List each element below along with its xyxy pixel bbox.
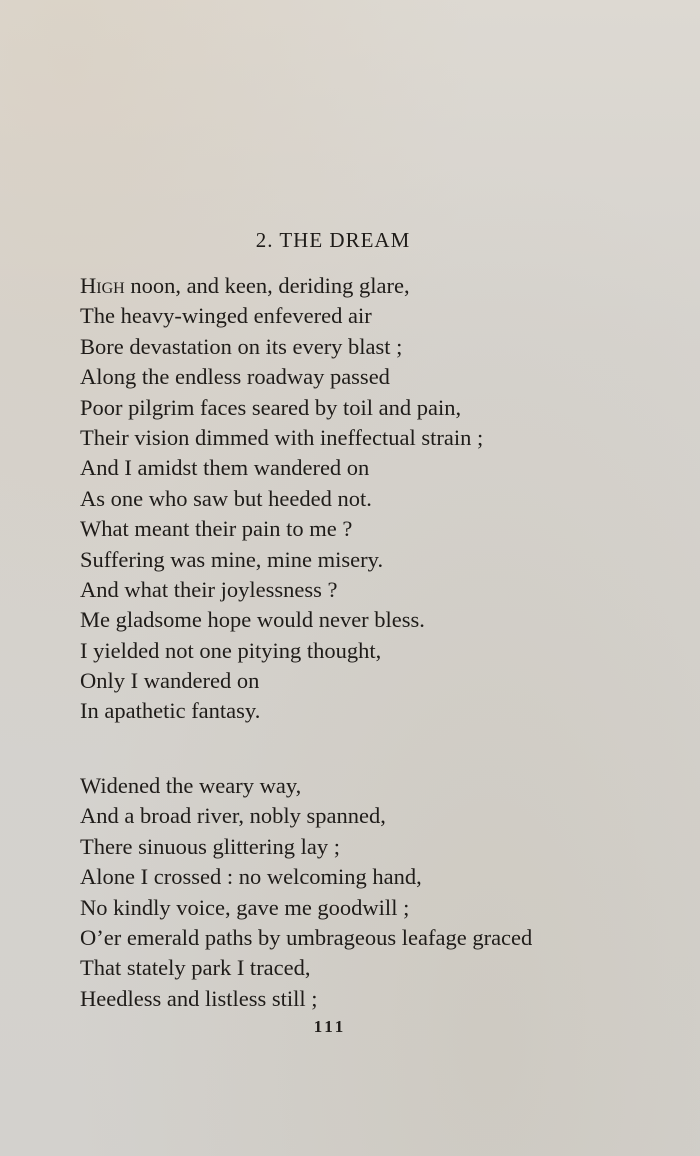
poem-line: As one who saw but heeded not.	[80, 485, 372, 511]
poem-line: Heedless and listless still ;	[80, 985, 318, 1011]
poem-line: And a broad river, nobly spanned,	[80, 803, 386, 829]
opening-word: High	[80, 273, 125, 298]
poem-line: Only I wandered on	[80, 668, 260, 694]
opening-line-rest: noon, and keen, deriding glare,	[124, 273, 410, 298]
poem-line: And what their joylessness ?	[80, 576, 338, 602]
stanza-2	[80, 771, 532, 1014]
poem-title: 2. THE DREAM	[255, 228, 411, 252]
poem-line: No kindly voice, gave me goodwill ;	[80, 894, 410, 920]
poem-line: There sinuous glittering lay ;	[80, 833, 340, 859]
poem-line: Alone I crossed : no welcoming hand,	[80, 864, 422, 890]
poem-line: Bore devastation on its every blast ;	[80, 333, 403, 359]
poem-line: Their vision dimmed with ineffectual strain ;	[80, 424, 484, 450]
poem-line: Me gladsome hope would never bless.	[80, 607, 425, 633]
poem-line: Along the endless roadway passed	[80, 364, 390, 390]
poem-line: What meant their pain to me ?	[80, 516, 353, 542]
poem-line: Poor pilgrim faces seared by toil and pain,	[80, 394, 462, 420]
poem-line: Suffering was mine, mine misery.	[80, 546, 384, 572]
poem-line: That stately park I traced,	[80, 955, 311, 981]
poem-line: O’er emerald paths by umbrageous leafage graced	[80, 924, 533, 950]
poem-line: The heavy-winged enfevered air	[80, 303, 372, 329]
poem-line-1	[80, 271, 483, 301]
stanza-1	[80, 271, 483, 727]
page-number: 111	[313, 1017, 347, 1036]
poem-line: Widened the weary way,	[80, 773, 302, 798]
poem-line: In apathetic fantasy.	[80, 698, 261, 724]
poem-line: And I amidst them wandered on	[80, 455, 370, 481]
poem-line: I yielded not one pitying thought,	[80, 637, 382, 663]
